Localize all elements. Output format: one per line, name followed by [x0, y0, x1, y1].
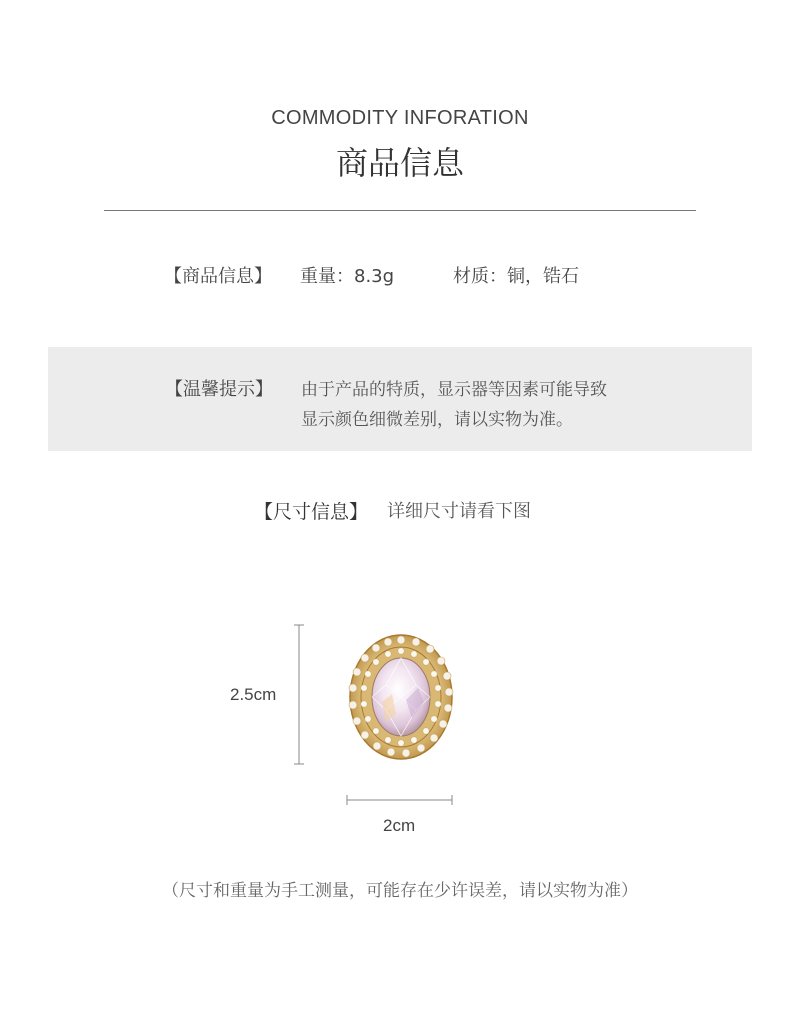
- size-label: 【尺寸信息】: [254, 501, 369, 523]
- material-text: 材质：铜，锆石: [453, 266, 579, 287]
- notice-label: 【温馨提示】: [165, 379, 273, 400]
- notice-line-2: 显示颜色细微差别，请以实物为准。: [301, 410, 573, 430]
- weight-text: 重量：8.3g: [300, 266, 395, 287]
- ring-product-image: [346, 630, 456, 764]
- notice-line-1: 由于产品的特质，显示器等因素可能导致: [301, 380, 607, 400]
- notice-text: [301, 375, 607, 435]
- title-english: COMMODITY INFORATION: [271, 107, 529, 129]
- title-chinese: 商品信息: [335, 144, 464, 182]
- height-label: 2.5cm: [230, 685, 277, 704]
- measurement-note: （尺寸和重量为手工测量，可能存在少许误差，请以实物为准）: [162, 881, 638, 901]
- info-label: 【商品信息】: [164, 266, 272, 287]
- width-label: 2cm: [383, 816, 416, 835]
- width-dimension-line: [342, 792, 458, 808]
- title-divider: [104, 210, 696, 211]
- height-dimension-line: [290, 620, 310, 770]
- size-description: 详细尺寸请看下图: [387, 501, 531, 522]
